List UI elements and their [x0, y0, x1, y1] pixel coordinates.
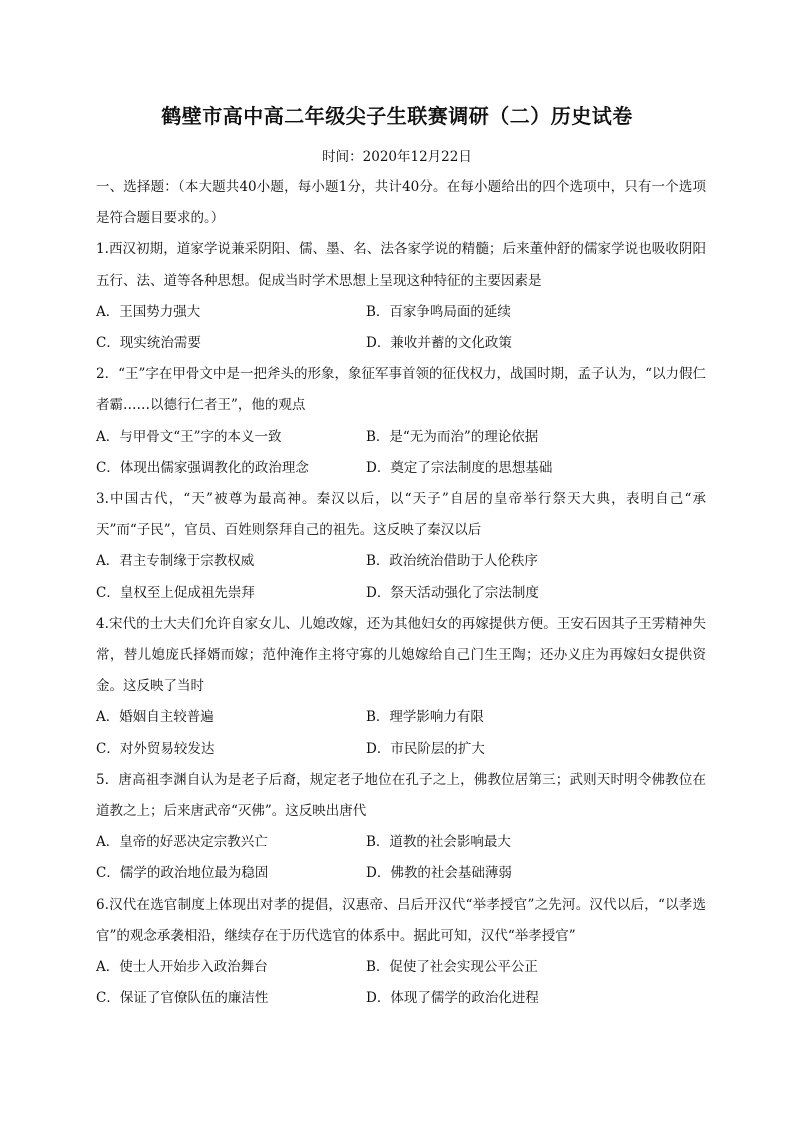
options-row	[96, 734, 706, 765]
option-b: B．是“无为而治”的理论依据	[366, 428, 539, 445]
exam-content	[96, 172, 706, 1014]
option-a: A．王国势力强大	[96, 303, 201, 320]
option-c: C．现实统治需要	[96, 335, 201, 352]
question-2	[96, 359, 706, 484]
options-row	[96, 827, 706, 858]
option-b: B．促使了社会实现公平公正	[366, 959, 538, 976]
option-c: C．对外贸易较发达	[96, 740, 215, 757]
question-stem: 4.宋代的士大夫们允许自家女儿、儿媳改嫁，还为其他妇女的再嫁提供方便。王安石因其子王雱精神失常，替儿媳庞氏择婿而嫁；范仲淹作主将守寡的儿媳嫁给自己门生王陶；还办义庄为再嫁妇女提供资金。这反映了当时	[96, 615, 706, 695]
options-row	[96, 702, 706, 733]
option-c: C．体现出儒家强调教化的政治理念	[96, 459, 309, 476]
question-stem: 5．唐高祖李渊自认为是老子后裔，规定老子地位在孔子之上，佛教位居第三；武则天时明令佛教位在道教之上；后来唐武帝“灭佛”。这反映出唐代	[96, 771, 706, 820]
option-d: D．祭天活动强化了宗法制度	[366, 584, 539, 601]
options-row	[96, 983, 706, 1014]
exam-title: 鹤壁市高中高二年级尖子生联赛调研（二）历史试卷	[161, 104, 633, 128]
option-d: D．奠定了宗法制度的思想基础	[366, 459, 553, 476]
options-row	[96, 952, 706, 983]
option-d: D．佛教的社会基础薄弱	[366, 865, 512, 882]
option-a: A．与甲骨文“王”字的本义一致	[96, 428, 282, 445]
option-c: C．保证了官僚队伍的廉洁性	[96, 990, 269, 1007]
question-stem: 3.中国古代，“天”被尊为最高神。秦汉以后，以“天子”自居的皇帝举行祭天大典，表明自己“承天”而“子民”，官员、百姓则祭拜自己的祖先。这反映了秦汉以后	[96, 491, 706, 539]
question-3	[96, 484, 706, 609]
option-b: B．百家争鸣局面的延续	[366, 303, 511, 320]
option-b: B．政治统治借助于人伦秩序	[366, 553, 538, 570]
options-row	[96, 422, 706, 453]
question-6	[96, 890, 706, 1015]
question-stem: 6.汉代在选官制度上体现出对孝的提倡，汉惠帝、吕后开汉代“举孝授官”之先河。汉代以后，“以孝选官”的观念承袭相沿，继续存在于历代选官的体系中。据此可知，汉代“举孝授官”	[96, 896, 706, 944]
question-5	[96, 765, 706, 890]
option-d: D．体现了儒学的政治化进程	[366, 990, 539, 1007]
option-a: A．婚姻自主较普遍	[96, 709, 214, 726]
option-a: A．君主专制缘于宗教权威	[96, 553, 255, 570]
question-4	[96, 609, 706, 765]
option-a: A．皇帝的好恶决定宗教兴亡	[96, 834, 268, 851]
options-row	[96, 858, 706, 889]
option-b: B．道教的社会影响最大	[366, 834, 511, 851]
option-a: A．使士人开始步入政治舞台	[96, 959, 268, 976]
option-c: C．儒学的政治地位最为稳固	[96, 865, 269, 882]
options-row	[96, 546, 706, 577]
question-1	[96, 234, 706, 359]
question-stem: 1.西汉初期，道家学说兼采阴阳、儒、墨、名、法各家学说的精髓；后来董仲舒的儒家学说也吸收阴阳五行、法、道等各种思想。促成当时学术思想上呈现这种特征的主要因素是	[96, 241, 706, 289]
options-row	[96, 328, 706, 359]
section-header: 一、选择题：（本大题共40小题，每小题1分，共计40分。在每小题给出的四个选项中，只有一个选项是符合题目要求的。）	[96, 179, 706, 227]
options-row	[96, 453, 706, 484]
exam-time: 时间：2020年12月22日	[322, 149, 472, 165]
option-c: C．皇权至上促成祖先崇拜	[96, 584, 255, 601]
option-d: D．兼收并蓄的文化政策	[366, 335, 512, 352]
options-row	[96, 297, 706, 328]
question-stem: 2．“王”字在甲骨文中是一把斧头的形象，象征军事首领的征伐权力，战国时期，孟子认为，“以力假仁者霸……以德行仁者王”，他的观点	[96, 366, 706, 414]
option-d: D．市民阶层的扩大	[366, 740, 485, 757]
options-row	[96, 578, 706, 609]
option-b: B．理学影响力有限	[366, 709, 484, 726]
